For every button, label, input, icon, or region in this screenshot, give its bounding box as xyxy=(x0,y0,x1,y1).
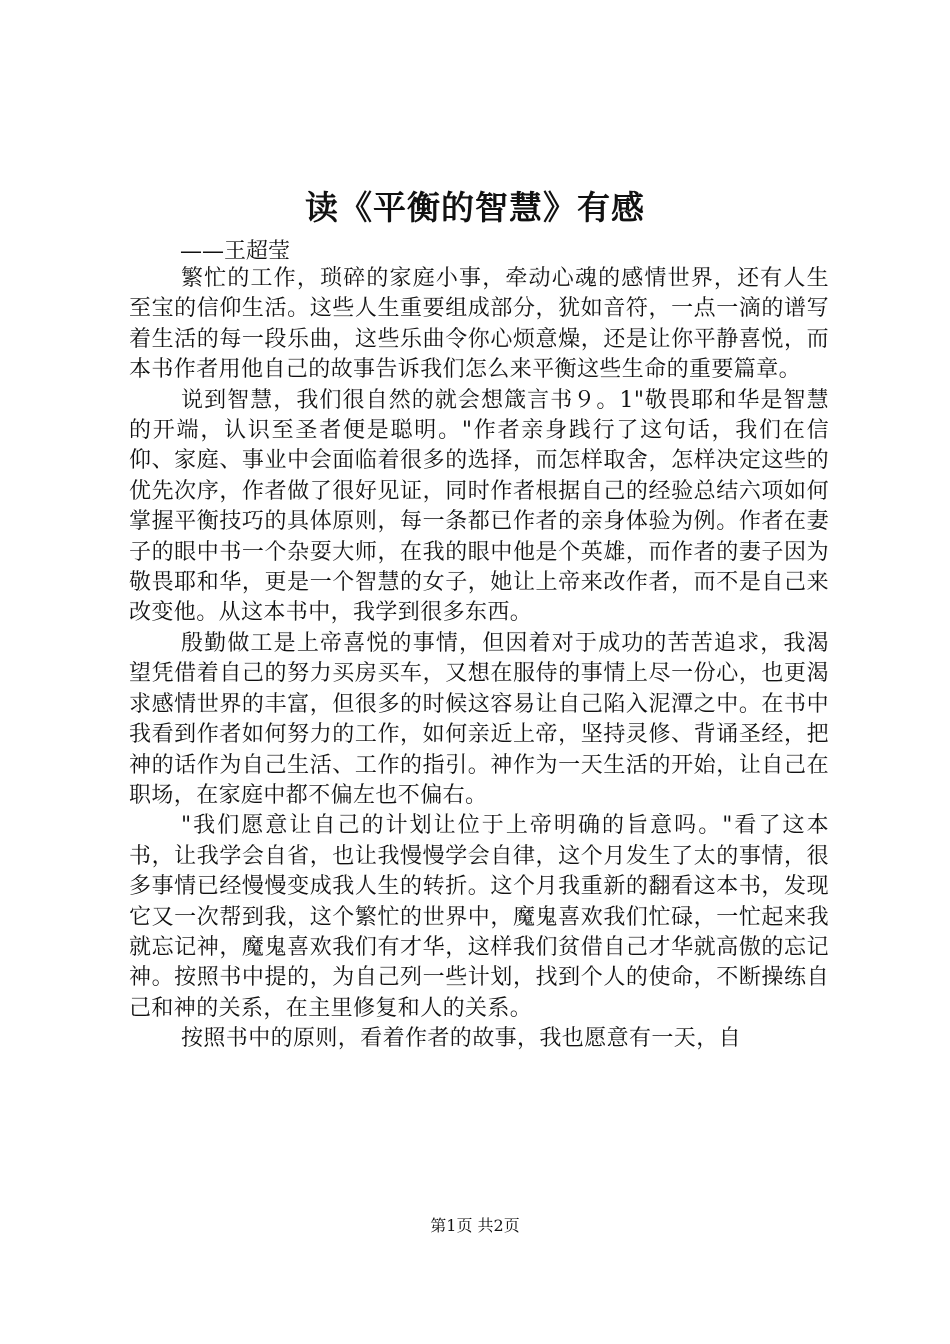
document-title: 读《平衡的智慧》有感 xyxy=(305,188,645,227)
paragraph-3: 殷勤做工是上帝喜悦的事情，但因着对于成功的苦苦追求，我渴望凭借着自己的努力买房买车，又想在服侍的事情上尽一份心，也更渴求感情世界的丰富，但很多的时候这容易让自己陷入泥潭之中。在书中我看到作者如何努力的工作，如何亲近上帝，坚持灵修、背诵圣经，把神的话作为自己生活、工作的指引。神作为一天生活的开始，让自己在职场，在家庭中都不偏左也不偏右。 xyxy=(129,630,829,808)
paragraph-1: 繁忙的工作，琐碎的家庭小事，牵动心魂的感情世界，还有人生至宝的信仰生活。这些人生重要组成部分，犹如音符，一点一滴的谱写着生活的每一段乐曲，这些乐曲令你心烦意燥，还是让你平静喜悦，而本书作者用他自己的故事告诉我们怎么来平衡这些生命的重要篇章。 xyxy=(129,266,829,383)
paragraph-4: "我们愿意让自己的计划让位于上帝明确的旨意吗。"看了这本书，让我学会自省，也让我慢慢学会自律，这个月发生了太的事情，很多事情已经慢慢变成我人生的转折。这个月我重新的翻看这本书，发现它又一次帮到我，这个繁忙的世界中，魔鬼喜欢我们忙碌，一忙起来我就忘记神，魔鬼喜欢我们有才华，这样我们贫借自己才华就高傲的忘记神。按照书中提的，为自己列一些计划，找到个人的使命，不断操练自己和神的关系，在主里修复和人的关系。 xyxy=(129,813,829,1021)
page-number-footer: 第1页 共2页 xyxy=(430,1216,520,1235)
document-body xyxy=(129,264,829,1055)
document-author: ——王超莹 xyxy=(180,239,291,264)
paragraph-5: 按照书中的原则，看着作者的故事，我也愿意有一天，自 xyxy=(181,1026,742,1052)
paragraph-2: 说到智慧，我们很自然的就会想箴言书９。1"敬畏耶和华是智慧的开端，认识至圣者便是聪明。"作者亲身践行了这句话，我们在信仰、家庭、事业中会面临着很多的选择，而怎样取舍，怎样决定这些的优先次序，作者做了很好见证，同时作者根据自己的经验总结六项如何掌握平衡技巧的具体原则，每一条都已作者的亲身体验为例。作者在妻子的眼中书一个杂耍大师，在我的眼中他是个英雄，而作者的妻子因为敬畏耶和华，更是一个智慧的女子，她让上帝来改作者，而不是自己来改变他。从这本书中，我学到很多东西。 xyxy=(129,387,829,626)
